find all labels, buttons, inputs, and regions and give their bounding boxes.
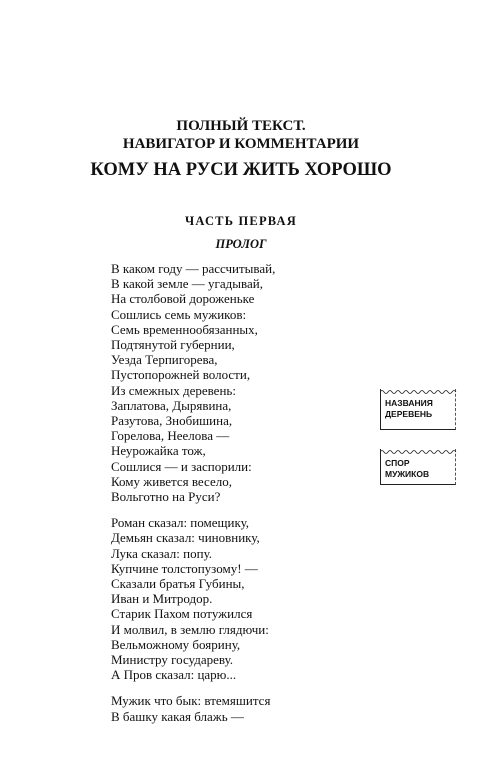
verse-line: В башку какая блажь — xyxy=(111,708,244,724)
verse-line: Сошлися — и заспорили: xyxy=(111,458,252,474)
header-line-1: ПОЛНЫЙ ТЕКСТ. xyxy=(176,118,306,134)
verse-line: А Пров сказал: царю... xyxy=(111,667,237,683)
verse-line: Министру государеву. xyxy=(111,652,234,668)
verse-line: Кому живется весело, xyxy=(111,473,232,489)
verse-line: Сказали братья Губины, xyxy=(111,576,245,592)
part-title: ЧАСТЬ ПЕРВАЯ xyxy=(184,214,298,228)
verse-line: Вольготно на Руси? xyxy=(111,489,221,505)
stanza-3 xyxy=(111,693,371,723)
verse-line: В какой земле — угадывай, xyxy=(111,276,263,292)
verse-line: Заплатова, Дырявина, xyxy=(111,397,232,413)
header-line-2: НАВИГАТОР И КОММЕНТАРИИ xyxy=(122,136,360,152)
poem-text xyxy=(111,261,371,735)
verse-line: Семь временнообязанных, xyxy=(111,321,258,337)
stanza-1 xyxy=(111,261,371,504)
torn-edge-icon xyxy=(380,389,457,395)
tab-label-line-2: ДЕРЕВЕНЬ xyxy=(385,409,433,419)
verse-line: И молвил, в землю глядючи: xyxy=(111,621,269,637)
verse-line: Сошлись семь мужиков: xyxy=(111,306,247,322)
verse-line: Лука сказал: попу. xyxy=(111,545,213,561)
tab-label-line-1: СПОР xyxy=(385,458,410,468)
tab-label-line-1: НАЗВАНИЯ xyxy=(385,398,433,408)
verse-line: Купчине толстопузому! — xyxy=(111,560,258,576)
tab-label-line-2: МУЖИКОВ xyxy=(385,469,430,479)
verse-line: Вельможному боярину, xyxy=(111,636,241,652)
verse-line: Мужик что бык: втемяшится xyxy=(111,693,271,709)
verse-line: Демьян сказал: чиновнику, xyxy=(111,530,260,546)
verse-line: Разутова, Знобишина, xyxy=(111,413,233,429)
verse-line: Пустопорожней волости, xyxy=(111,367,251,383)
verse-line: Подтянутой губернии, xyxy=(111,337,235,353)
verse-line: В каком году — рассчитывай, xyxy=(111,261,276,276)
stanza-2 xyxy=(111,515,371,682)
book-title: КОМУ НА РУСИ ЖИТЬ ХОРОШО xyxy=(90,160,392,180)
margin-tab-peasants-dispute xyxy=(380,449,456,485)
verse-line: Роман сказал: помещику, xyxy=(111,515,250,531)
verse-line: Уезда Терпигорева, xyxy=(111,352,218,368)
verse-line: Горелова, Неелова — xyxy=(111,428,230,444)
verse-line: Иван и Митродор. xyxy=(111,591,213,607)
verse-line: Из смежных деревень: xyxy=(111,382,236,398)
verse-line: На столбовой дороженьке xyxy=(111,291,255,307)
verse-line: Неурожайка тож, xyxy=(111,443,206,459)
margin-tab-village-names xyxy=(380,389,456,430)
section-title: ПРОЛОГ xyxy=(215,237,267,251)
verse-line: Старик Пахом потужился xyxy=(111,606,253,622)
torn-edge-icon xyxy=(380,449,457,455)
